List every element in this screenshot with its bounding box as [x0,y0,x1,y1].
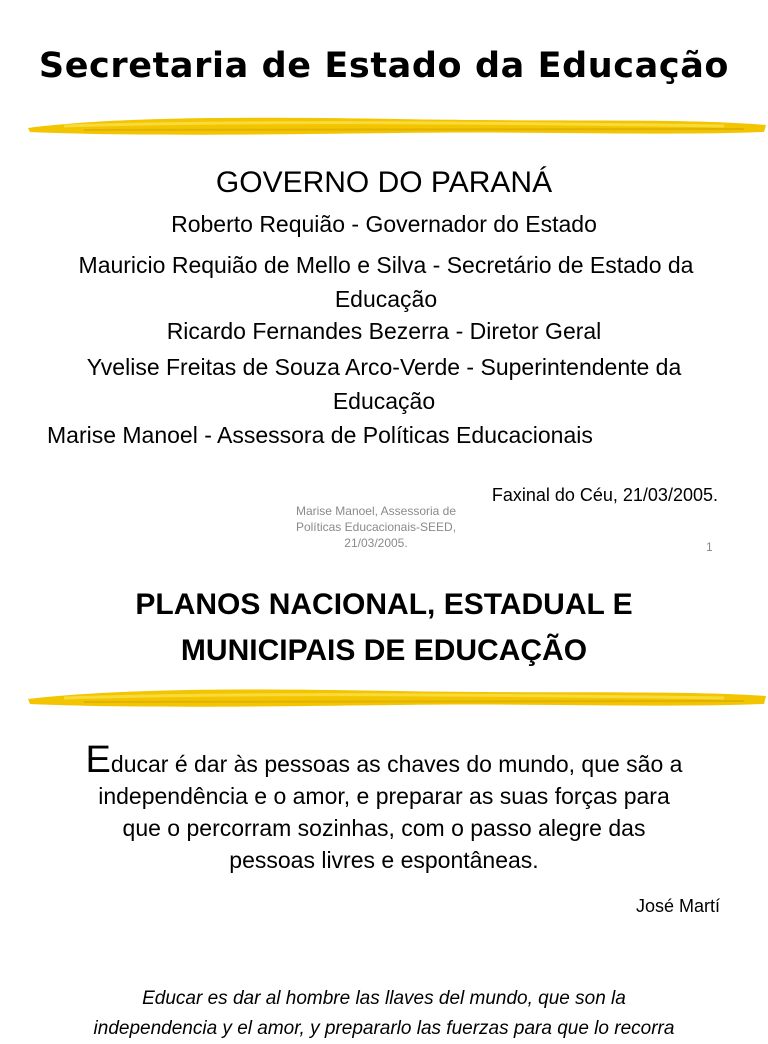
person-line: Roberto Requião - Governador do Estado [171,211,597,237]
quote-es-line: independencia y el amor, y prepararlo las fuerzas para que lo recorra [93,1018,675,1039]
footer-line: 21/03/2005. [344,536,408,550]
title-line: MUNICIPAIS DE EDUCAÇÃO [180,634,588,667]
quote-author: José Martí [635,896,720,916]
person-line: Yvelise Freitas de Souza Arco-Verde - Superintendente da Educação [86,354,682,414]
person-line: Ricardo Fernandes Bezerra - Diretor Geral [166,318,602,344]
government-heading: GOVERNO DO PARANÁ [215,166,553,199]
person-line: Mauricio Requião de Mello e Silva - Secretário de Estado da Educação [78,252,694,312]
yellow-brush-divider [24,684,768,712]
quote-line-text: ducar é dar às pessoas as chaves do mundo, que são a [110,751,683,777]
quote-es-line: Educar es dar al hombre las llaves del mundo, que son la [142,988,626,1009]
quote-line: que o percorram sozinhas, com o passo alegre das [122,815,646,841]
page-number: 1 [706,540,713,554]
quote-line: independência e o amor, e preparar as suas forças para [98,783,670,809]
title-line: PLANOS NACIONAL, ESTADUAL E [135,588,633,621]
person-line: Marise Manoel - Assessora de Políticas Educacionais [47,422,593,448]
slide-title [0,582,768,674]
footer-line: Marise Manoel, Assessoria de [295,504,457,518]
slide-title: Secretaria de Estado da Educação [38,46,730,86]
slide-footer [276,503,476,551]
quote-line [0,739,768,781]
quote-line: pessoas livres e espontâneas. [229,847,539,873]
quote-es [0,984,768,1044]
footer-line: Políticas Educacionais-SEED, [295,520,457,534]
yellow-brush-divider [24,112,768,140]
place-date: Faxinal do Céu, 21/03/2005. [491,485,718,505]
quote-dropcap: E [85,739,111,781]
quote-pt [0,739,768,876]
